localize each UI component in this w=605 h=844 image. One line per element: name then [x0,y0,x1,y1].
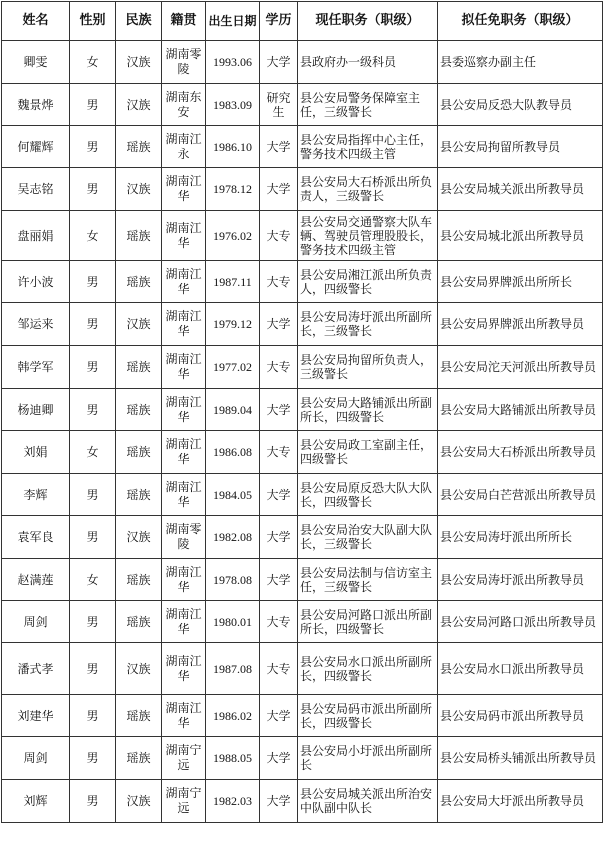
cell-ethnicity: 瑶族 [116,559,162,601]
table-row [2,168,603,211]
cell-gender: 男 [70,516,116,559]
cell-gender: 女 [70,41,116,84]
header-gender: 性别 [70,2,116,41]
cell-origin: 湖南江华 [162,389,206,431]
cell-ethnicity: 瑶族 [116,601,162,643]
cell-origin: 湖南零陵 [162,516,206,559]
cell-education: 大学 [260,168,298,211]
cell-origin: 湖南江华 [162,261,206,303]
cell-name: 卿雯 [2,41,70,84]
cell-origin: 湖南宁远 [162,780,206,823]
cell-birth: 1988.05 [206,737,260,780]
cell-ethnicity: 汉族 [116,168,162,211]
cell-gender: 男 [70,84,116,126]
cell-proposed-post: 县公安局大圩派出所教导员 [438,780,603,823]
cell-current-post: 县公安局大路铺派出所副所长，四级警长 [298,389,438,431]
cell-current-post: 县公安局政工室副主任，四级警长 [298,431,438,474]
table-row [2,643,603,695]
cell-name: 刘娟 [2,431,70,474]
cell-current-post: 县公安局大石桥派出所负责人，三级警长 [298,168,438,211]
cell-proposed-post: 县公安局码市派出所教导员 [438,695,603,737]
table-row [2,303,603,346]
cell-birth: 1989.04 [206,389,260,431]
cell-birth: 1986.08 [206,431,260,474]
cell-birth: 1993.06 [206,41,260,84]
table-row [2,261,603,303]
cell-education: 大专 [260,211,298,261]
cell-education: 大专 [260,643,298,695]
cell-birth: 1978.12 [206,168,260,211]
cell-origin: 湖南江华 [162,695,206,737]
cell-education: 大学 [260,695,298,737]
cell-current-post: 县公安局小圩派出所副所长 [298,737,438,780]
cell-education: 大学 [260,303,298,346]
cell-name: 吴志铭 [2,168,70,211]
cell-proposed-post: 县公安局白芒营派出所教导员 [438,474,603,516]
cell-proposed-post: 县公安局水口派出所教导员 [438,643,603,695]
cell-name: 刘辉 [2,780,70,823]
cell-current-post: 县公安局涛圩派出所副所长，三级警长 [298,303,438,346]
table-row [2,601,603,643]
table-row [2,126,603,168]
cell-birth: 1978.08 [206,559,260,601]
cell-name: 魏景烨 [2,84,70,126]
cell-name: 周剑 [2,737,70,780]
cell-current-post: 县政府办一级科员 [298,41,438,84]
cell-origin: 湖南江华 [162,431,206,474]
cell-current-post: 县公安局湘江派出所负责人，四级警长 [298,261,438,303]
table-row [2,389,603,431]
cell-ethnicity: 瑶族 [116,389,162,431]
table-row [2,474,603,516]
cell-ethnicity: 瑶族 [116,211,162,261]
cell-current-post: 县公安局法制与信访室主任，三级警长 [298,559,438,601]
cell-birth: 1983.09 [206,84,260,126]
cell-origin: 湖南江华 [162,601,206,643]
table-row [2,559,603,601]
header-proposed-post: 拟任免职务（职级） [438,2,603,41]
cell-education: 大学 [260,389,298,431]
cell-origin: 湖南江华 [162,211,206,261]
cell-origin: 湖南江华 [162,168,206,211]
cell-ethnicity: 瑶族 [116,474,162,516]
cell-name: 邹运来 [2,303,70,346]
cell-origin: 湖南零陵 [162,41,206,84]
header-name: 姓名 [2,2,70,41]
cell-birth: 1982.08 [206,516,260,559]
cell-education: 大专 [260,261,298,303]
cell-origin: 湖南江华 [162,643,206,695]
cell-proposed-post: 县公安局河路口派出所教导员 [438,601,603,643]
cell-proposed-post: 县公安局大石桥派出所教导员 [438,431,603,474]
cell-education: 大专 [260,601,298,643]
cell-origin: 湖南宁远 [162,737,206,780]
cell-gender: 男 [70,780,116,823]
cell-gender: 男 [70,695,116,737]
table-row [2,431,603,474]
cell-gender: 女 [70,211,116,261]
cell-education: 大学 [260,516,298,559]
cell-ethnicity: 瑶族 [116,346,162,389]
header-row [2,2,603,41]
header-origin: 籍贯 [162,2,206,41]
cell-name: 何耀辉 [2,126,70,168]
cell-proposed-post: 县公安局城关派出所教导员 [438,168,603,211]
table-body [2,41,603,823]
cell-gender: 男 [70,261,116,303]
cell-current-post: 县公安局治安大队副大队长，三级警长 [298,516,438,559]
cell-birth: 1987.11 [206,261,260,303]
cell-origin: 湖南江永 [162,126,206,168]
cell-education: 大学 [260,737,298,780]
cell-name: 李辉 [2,474,70,516]
cell-proposed-post: 县公安局涛圩派出所所长 [438,516,603,559]
appointment-table [1,1,603,823]
cell-education: 大专 [260,346,298,389]
cell-current-post: 县公安局原反恐大队大队长，四级警长 [298,474,438,516]
cell-current-post: 县公安局交通警察大队车辆、驾驶员管理股股长，警务技术四级主管 [298,211,438,261]
cell-education: 大学 [260,559,298,601]
cell-current-post: 县公安局警务保障室主任，三级警长 [298,84,438,126]
cell-name: 刘建华 [2,695,70,737]
cell-education: 大学 [260,474,298,516]
table-row [2,346,603,389]
cell-education: 大学 [260,780,298,823]
cell-birth: 1984.05 [206,474,260,516]
cell-proposed-post: 县公安局拘留所教导员 [438,126,603,168]
header-ethnicity: 民族 [116,2,162,41]
cell-proposed-post: 县委巡察办副主任 [438,41,603,84]
cell-gender: 男 [70,643,116,695]
cell-proposed-post: 县公安局反恐大队教导员 [438,84,603,126]
cell-ethnicity: 瑶族 [116,431,162,474]
cell-name: 赵满莲 [2,559,70,601]
cell-gender: 女 [70,431,116,474]
header-current-post: 现任职务（职级） [298,2,438,41]
cell-proposed-post: 县公安局界牌派出所教导员 [438,303,603,346]
table-row [2,780,603,823]
cell-birth: 1986.02 [206,695,260,737]
cell-name: 潘式孝 [2,643,70,695]
cell-origin: 湖南东安 [162,84,206,126]
cell-gender: 男 [70,346,116,389]
cell-name: 杨迪卿 [2,389,70,431]
cell-birth: 1987.08 [206,643,260,695]
cell-name: 韩学军 [2,346,70,389]
cell-proposed-post: 县公安局城北派出所教导员 [438,211,603,261]
cell-ethnicity: 汉族 [116,41,162,84]
cell-birth: 1980.01 [206,601,260,643]
cell-ethnicity: 瑶族 [116,261,162,303]
cell-gender: 男 [70,389,116,431]
cell-ethnicity: 汉族 [116,516,162,559]
cell-current-post: 县公安局城关派出所治安中队副中队长 [298,780,438,823]
cell-name: 盘丽娟 [2,211,70,261]
table-row [2,737,603,780]
cell-name: 周剑 [2,601,70,643]
cell-birth: 1982.03 [206,780,260,823]
cell-ethnicity: 瑶族 [116,695,162,737]
table-row [2,84,603,126]
cell-birth: 1976.02 [206,211,260,261]
cell-birth: 1979.12 [206,303,260,346]
cell-proposed-post: 县公安局沱天河派出所教导员 [438,346,603,389]
cell-name: 许小波 [2,261,70,303]
cell-ethnicity: 汉族 [116,303,162,346]
cell-ethnicity: 汉族 [116,84,162,126]
cell-current-post: 县公安局指挥中心主任，警务技术四级主管 [298,126,438,168]
cell-birth: 1986.10 [206,126,260,168]
cell-education: 大学 [260,41,298,84]
cell-gender: 男 [70,168,116,211]
cell-gender: 男 [70,474,116,516]
cell-current-post: 县公安局码市派出所副所长，四级警长 [298,695,438,737]
table-row [2,211,603,261]
table-row [2,695,603,737]
cell-current-post: 县公安局河路口派出所副所长，四级警长 [298,601,438,643]
cell-gender: 男 [70,601,116,643]
cell-gender: 男 [70,303,116,346]
header-education: 学历 [260,2,298,41]
cell-education: 大学 [260,126,298,168]
cell-name: 袁军良 [2,516,70,559]
cell-ethnicity: 瑶族 [116,737,162,780]
cell-origin: 湖南江华 [162,474,206,516]
cell-current-post: 县公安局水口派出所副所长，四级警长 [298,643,438,695]
cell-education: 大专 [260,431,298,474]
cell-origin: 湖南江华 [162,346,206,389]
table-row [2,41,603,84]
cell-gender: 女 [70,559,116,601]
table-row [2,516,603,559]
cell-proposed-post: 县公安局桥头铺派出所教导员 [438,737,603,780]
cell-proposed-post: 县公安局涛圩派出所教导员 [438,559,603,601]
cell-gender: 男 [70,737,116,780]
cell-ethnicity: 汉族 [116,643,162,695]
cell-gender: 男 [70,126,116,168]
cell-ethnicity: 瑶族 [116,126,162,168]
cell-education: 研究生 [260,84,298,126]
cell-ethnicity: 汉族 [116,780,162,823]
cell-proposed-post: 县公安局界牌派出所所长 [438,261,603,303]
header-birth: 出生日期 [206,2,260,41]
cell-origin: 湖南江华 [162,559,206,601]
cell-birth: 1977.02 [206,346,260,389]
cell-proposed-post: 县公安局大路铺派出所教导员 [438,389,603,431]
cell-current-post: 县公安局拘留所负责人，三级警长 [298,346,438,389]
cell-origin: 湖南江华 [162,303,206,346]
